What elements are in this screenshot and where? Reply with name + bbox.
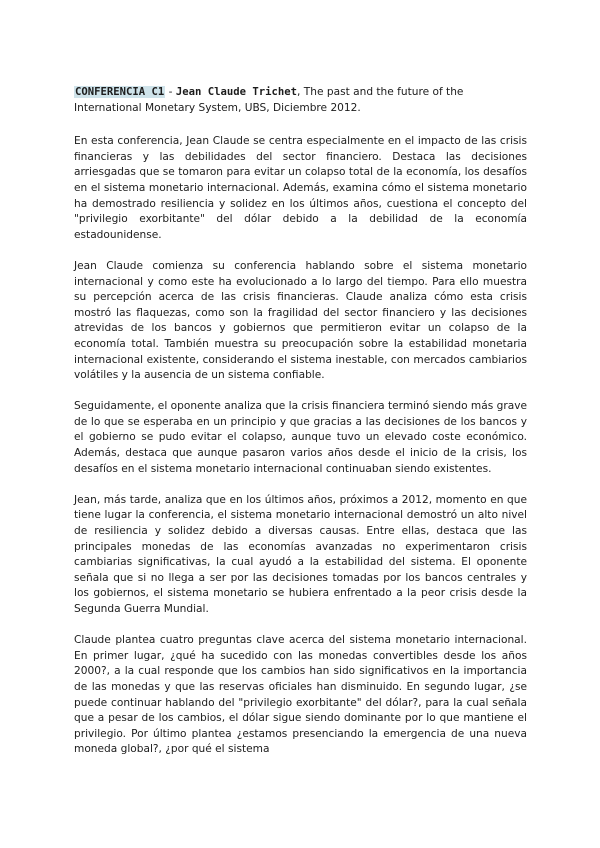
conference-label: CONFERENCIA C1 bbox=[75, 86, 165, 98]
heading-separator: - bbox=[165, 86, 176, 98]
paragraph-resilience: Jean, más tarde, analiza que en los últimos años, próximos a 2012, momento en que tiene lugar la conferencia, el sistema monetario internacional demostró un alto nivel de resiliencia y solidez debido a diversas causas. Entre ellas, destaca que las principales monedas de las economías avanzadas no experimentaron crisis cambiarias significativas, la cual ayudó a la estabilidad del sistema. El oponente señala que si no llega a ser por las decisiones tomadas por los bancos centrales y los gobiernos, el sistema monetario se hubiera enfrentado a la peor crisis desde la Segunda Guerra Mundial. bbox=[74, 493, 527, 615]
paragraph-questions: Claude plantea cuatro preguntas clave acerca del sistema monetario internacional. En primer lugar, ¿qué ha sucedido con las monedas convertibles desde los años 2000?, a la cual responde que los cambios han sido significativos en la importancia de las monedas y que las reservas oficiales han disminuido. En segundo lugar, ¿se puede continuar hablando del "privilegio exorbitante" del dólar?, para la cual señala que a pesar de los cambios, el dólar sigue siendo dominante por lo que mantiene el privilegio. Por último plantea ¿estamos presenciando la emergencia de una nueva moneda global?, ¿por qué el sistema bbox=[74, 634, 527, 756]
citation-text: , The past and the future of the International Monetary System, UBS, Diciembre 2012. bbox=[74, 86, 464, 114]
paragraph-intro: En esta conferencia, Jean Claude se centra especialmente en el impacto de las crisis financieras y las debilidades del sector financiero. Destaca las decisiones arriesgadas que se tomaron para evitar un colapso total de la economía, los desafíos en el sistema monetario internacional. Además, examina cómo el sistema monetario ha demostrado resiliencia y solidez en los últimos años, cuestiona el concepto del "privilegio exorbitante" del dólar debido a la debilidad de la economía estadounidense. bbox=[74, 135, 527, 241]
paragraph-evolution: Jean Claude comienza su conferencia hablando sobre el sistema monetario internacional y como este ha evolucionado a lo largo del tiempo. Para ello muestra su percepción acerca de las crisis financieras. Claude analiza cómo esta crisis mostró las flaquezas, como son la fragilidad del sector financiero y las decisiones atrevidas de los bancos y gobiernos que permitieron evitar un colapso de la economía total. También muestra su preocupación sobre la estabilidad monetaria internacional existente, considerando el sistema inestable, con mercados cambiarios volátiles y la ausencia de un sistema confiable. bbox=[74, 259, 527, 382]
document-heading bbox=[74, 85, 527, 116]
speaker-name: Jean Claude Trichet bbox=[175, 86, 298, 98]
paragraph-crisis: Seguidamente, el oponente analiza que la crisis financiera terminó siendo más grave de lo que se esperaba en un principio y que gracias a las decisiones de los bancos y el gobierno se pudo evitar el colapso, aunque tuvo un elevado coste económico. Además, destaca que aunque pasaron varios años desde el inicio de la crisis, los desafíos en el sistema monetario internacional continuaban siendo existentes. bbox=[74, 400, 527, 475]
document-page bbox=[74, 85, 527, 774]
